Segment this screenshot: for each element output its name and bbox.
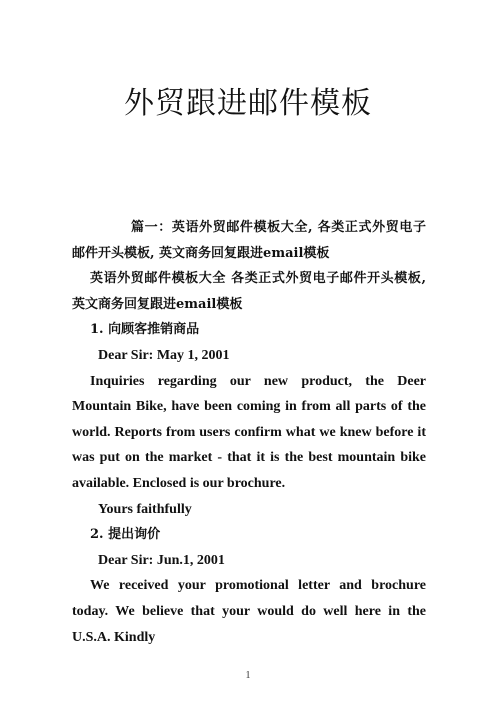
item-heading: 1. 向顾客推销商品: [90, 322, 200, 338]
closing-line: Yours faithfully: [98, 501, 192, 517]
salutation-line: Dear Sir: May 1, 2001: [98, 347, 230, 363]
section-heading: 篇一：英语外贸邮件模板大全, 各类正式外贸电子邮件开头模板, 英文商务回复跟进email模板: [72, 220, 426, 261]
document-body: [72, 215, 426, 650]
section-subtitle: 英语外贸邮件模板大全 各类正式外贸电子邮件开头模板, 英文商务回复跟进email模板: [72, 271, 426, 312]
document-title: 外贸跟进邮件模板: [124, 86, 372, 121]
letter-paragraph: We received your promotional letter and brochure today. We believe that your would do well here in the U.S.A. Kindly: [72, 578, 426, 645]
page-number: 1: [245, 670, 251, 681]
item-heading: 2. 提出询价: [90, 527, 161, 543]
letter-paragraph: Inquiries regarding our new product, the Deer Mountain Bike, have been coming in from all parts of the world. Reports from users confirm what we knew before it was put on the market - that it is the best mountain bike available. Enclosed is our brochure.: [72, 373, 426, 491]
salutation-line: Dear Sir: Jun.1, 2001: [98, 552, 225, 568]
